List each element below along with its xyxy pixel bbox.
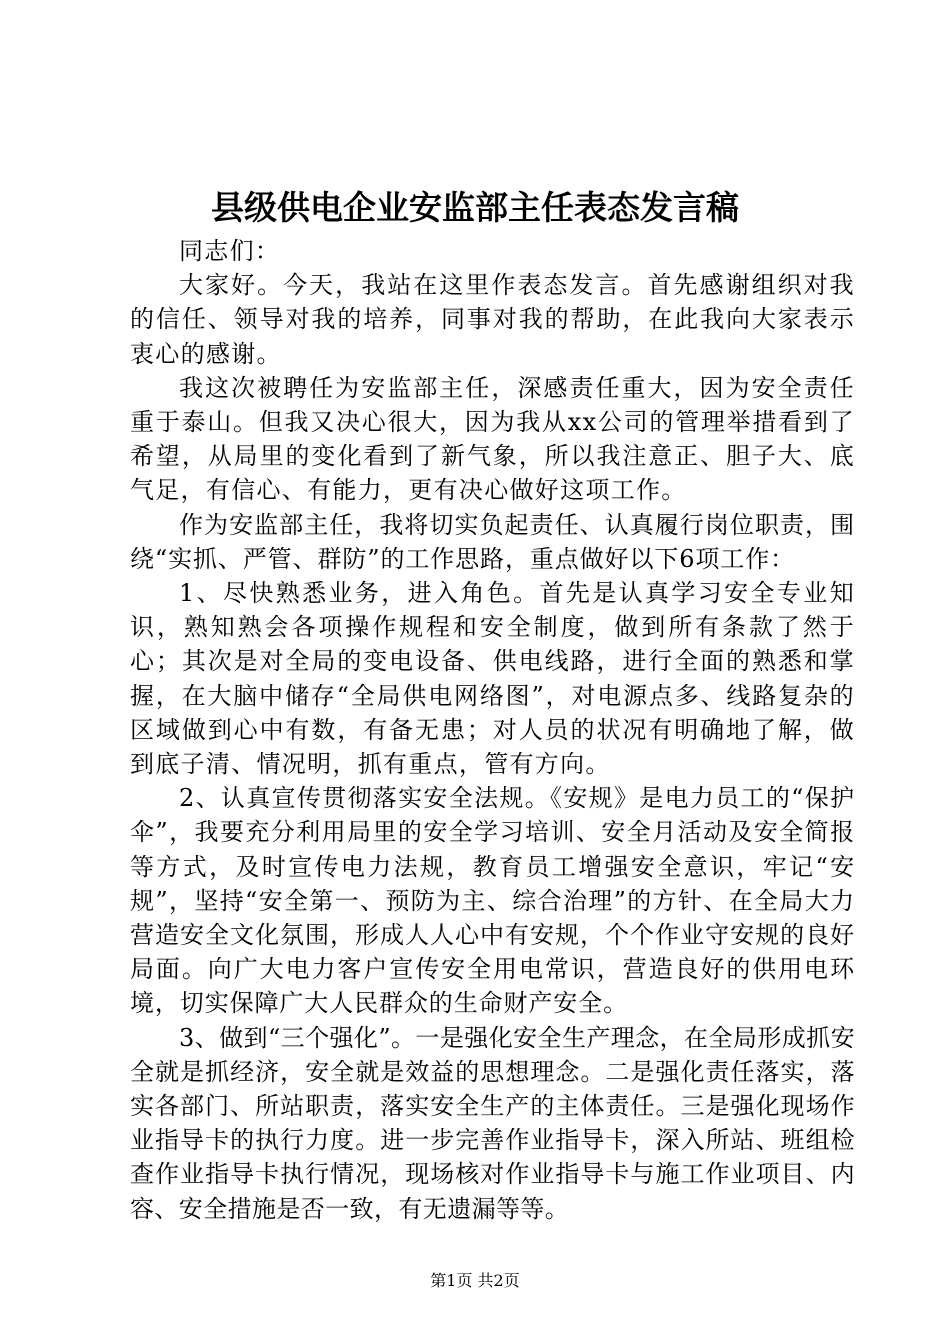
- body-paragraph-item-2: 2、认真宣传贯彻落实安全法规。《安规》是电力员工的“保护伞”，我要充分利用局里的安全学习培训、安全月活动及安全简报等方式，及时宣传电力法规，教育员工增强安全意识，牢记“安规”，坚持“安全第一、预防为主、综合治理”的方针、在全局大力营造安全文化氛围，形成人人心中有安规，个个作业守安规的良好局面。向广大电力客户宣传安全用电常识，营造良好的供用电环境，切实保障广大人民群众的生命财产安全。: [130, 784, 855, 1018]
- document-body: [130, 234, 855, 1226]
- body-paragraph-item-3: 3、做到“三个强化”。一是强化安全生产理念，在全局形成抓安全就是抓经济，安全就是效益的思想理念。二是强化责任落实，落实各部门、所站职责，落实安全生产的主体责任。三是强化现场作业指导卡的执行力度。进一步完善作业指导卡，深入所站、班组检查作业指导卡执行情况，现场核对作业指导卡与施工作业项目、内容、安全措施是否一致，有无遗漏等等。: [130, 1023, 855, 1223]
- salutation-paragraph: 同志们：: [179, 237, 281, 265]
- body-paragraph-greeting: 大家好。今天，我站在这里作表态发言。首先感谢组织对我的信任、领导对我的培养，同事对我的帮助，在此我向大家表示衷心的感谢。: [130, 271, 855, 368]
- page-number-footer: 第1页 共2页: [430, 1271, 520, 1290]
- body-paragraph-commitment: 作为安监部主任，我将切实负起责任、认真履行岗位职责，围绕“实抓、严管、群防”的工作思路，重点做好以下6项工作：: [130, 510, 855, 573]
- body-paragraph-item-1: 1、尽快熟悉业务，进入角色。首先是认真学习安全专业知识，熟知熟会各项操作规程和安全制度，做到所有条款了然于心；其次是对全局的变电设备、供电线路，进行全面的熟悉和掌握，在大脑中储存“全局供电网络图”，对电源点多、线路复杂的区域做到心中有数，有备无患；对人员的状况有明确地了解，做到底子清、情况明，抓有重点，管有方向。: [130, 579, 855, 779]
- document-title: 县级供电企业安监部主任表态发言稿: [211, 188, 739, 227]
- body-paragraph-appointment: 我这次被聘任为安监部主任，深感责任重大，因为安全责任重于泰山。但我又决心很大，因为我从xx公司的管理举措看到了希望，从局里的变化看到了新气象，所以我注意正、胆子大、底气足，有信心、有能力，更有决心做好这项工作。: [130, 373, 855, 505]
